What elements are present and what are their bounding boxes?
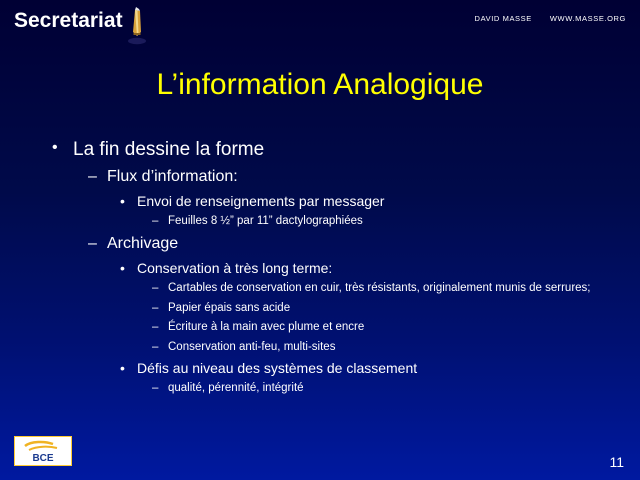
page-number: 11 (609, 454, 624, 470)
bullet-glyph: • (120, 360, 125, 377)
list-item-text: Cartables de conservation en cuir, très résistants, originalement munis de serrures; (168, 282, 591, 295)
list-item (40, 167, 620, 188)
bullet-glyph: – (152, 282, 159, 295)
pen-icon (126, 6, 148, 51)
list-item-text: Conservation anti-feu, multi-sites (168, 340, 336, 353)
bullet-glyph: – (152, 340, 159, 353)
svg-text:BCE: BCE (32, 453, 54, 464)
credits (475, 14, 626, 23)
bullet-glyph: – (152, 301, 159, 314)
slide-body (40, 136, 620, 398)
list-item (40, 259, 620, 277)
brand (14, 10, 148, 51)
list-item-text: Envoi de renseignements par messager (137, 192, 385, 209)
list-item (40, 381, 620, 397)
list-item (40, 301, 620, 317)
bullet-glyph: • (120, 192, 125, 209)
list-item-text: Défis au niveau des systèmes de classement (137, 360, 418, 377)
bullet-glyph: – (152, 214, 159, 227)
list-item-text: Flux d’information: (107, 167, 238, 185)
list-item-text: Écriture à la main avec plume et encre (168, 321, 365, 334)
list-item (40, 281, 620, 297)
bullet-glyph: • (52, 139, 58, 156)
bullet-glyph: – (88, 235, 97, 253)
bullet-glyph: – (88, 167, 97, 185)
bce-logo (14, 436, 72, 466)
bullet-glyph: • (120, 260, 125, 277)
list-item (40, 234, 620, 255)
brand-title: Secretariat (14, 9, 123, 32)
list-item (40, 214, 620, 230)
credit-site: WWW.MASSE.ORG (549, 14, 626, 23)
list-item-text: Feuilles 8 ½” par 11” dactylographiées (168, 214, 363, 227)
list-item-text: Archivage (107, 235, 179, 253)
credit-author: DAVID MASSE (474, 14, 532, 23)
list-item-text: qualité, pérennité, intégrité (168, 382, 304, 395)
list-item-text: Conservation à très long terme: (137, 260, 333, 277)
list-item (40, 359, 620, 377)
page-title: L’information Analogique (156, 68, 484, 101)
list-item-text: Papier épais sans acide (168, 301, 291, 314)
list-item (40, 138, 620, 162)
bullet-glyph: – (152, 321, 159, 334)
list-item (40, 340, 620, 356)
list-item (40, 320, 620, 336)
list-item (40, 192, 620, 210)
list-item-text: La fin dessine la forme (73, 139, 265, 160)
bullet-glyph: – (152, 382, 159, 395)
